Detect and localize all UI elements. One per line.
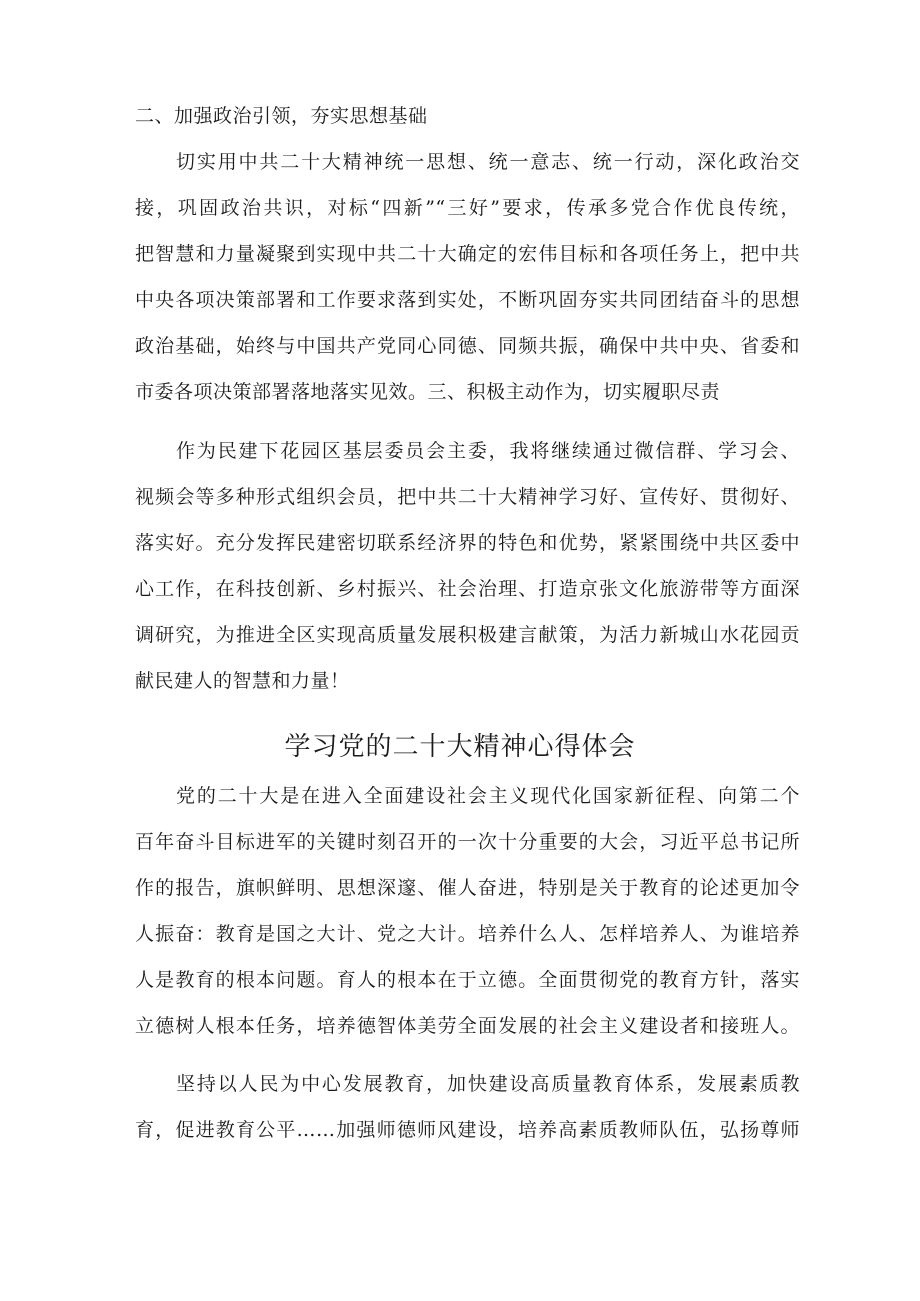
paragraph-line: 接，巩固政治共识，对标“四新”“三好”要求，传承多党合作优良传统，: [135, 197, 800, 219]
paragraph-line: 育，促进教育公平……加强师德师风建设，培养高素质教师队伍，弘扬尊师: [135, 1119, 800, 1141]
section-heading: 二、加强政治引领，夯实思想基础: [135, 105, 428, 127]
paragraph-line: 中央各项决策部署和工作要求落到实处，不断巩固夯实共同团结奋斗的思想: [135, 289, 800, 311]
paragraph-line: 切实用中共二十大精神统一思想、统一意志、统一行动，深化政治交: [176, 151, 800, 173]
document-title: 学习党的二十大精神心得体会: [284, 732, 636, 762]
paragraph-line: 作的报告，旗帜鲜明、思想深邃、催人奋进，特别是关于教育的论述更加令: [135, 877, 800, 899]
paragraph-line: 坚持以人民为中心发展教育，加快建设高质量教育体系，发展素质教: [176, 1073, 800, 1095]
paragraph-line: 作为民建下花园区基层委员会主委，我将继续通过微信群、学习会、: [176, 440, 800, 462]
paragraph-line: 落实好。充分发挥民建密切联系经济界的特色和优势，紧紧围绕中共区委中: [135, 532, 800, 554]
paragraph-line: 视频会等多种形式组织会员，把中共二十大精神学习好、宣传好、贯彻好、: [135, 486, 800, 508]
paragraph-line: 市委各项决策部署落地落实见效。三、积极主动作为，切实履职尽责: [135, 381, 721, 403]
paragraph-line: 立德树人根本任务，培养德智体美劳全面发展的社会主义建设者和接班人。: [135, 1015, 800, 1037]
paragraph-line: 人是教育的根本问题。育人的根本在于立德。全面贯彻党的教育方针，落实: [135, 969, 800, 991]
paragraph-line: 政治基础，始终与中国共产党同心同德、同频共振，确保中共中央、省委和: [135, 335, 800, 357]
paragraph-line: 百年奋斗目标进军的关键时刻召开的一次十分重要的大会，习近平总书记所: [135, 831, 800, 853]
paragraph-line: 调研究，为推进全区实现高质量发展积极建言献策，为活力新城山水花园贡: [135, 624, 800, 646]
paragraph-line: 献民建人的智慧和力量！: [135, 670, 350, 692]
paragraph-line: 党的二十大是在进入全面建设社会主义现代化国家新征程、向第二个: [176, 785, 800, 807]
paragraph-line: 心工作，在科技创新、乡村振兴、社会治理、打造京张文化旅游带等方面深: [135, 578, 800, 600]
paragraph-line: 把智慧和力量凝聚到实现中共二十大确定的宏伟目标和各项任务上，把中共: [135, 243, 800, 265]
paragraph-line: 人振奋：教育是国之大计、党之大计。培养什么人、怎样培养人、为谁培养: [135, 923, 800, 945]
